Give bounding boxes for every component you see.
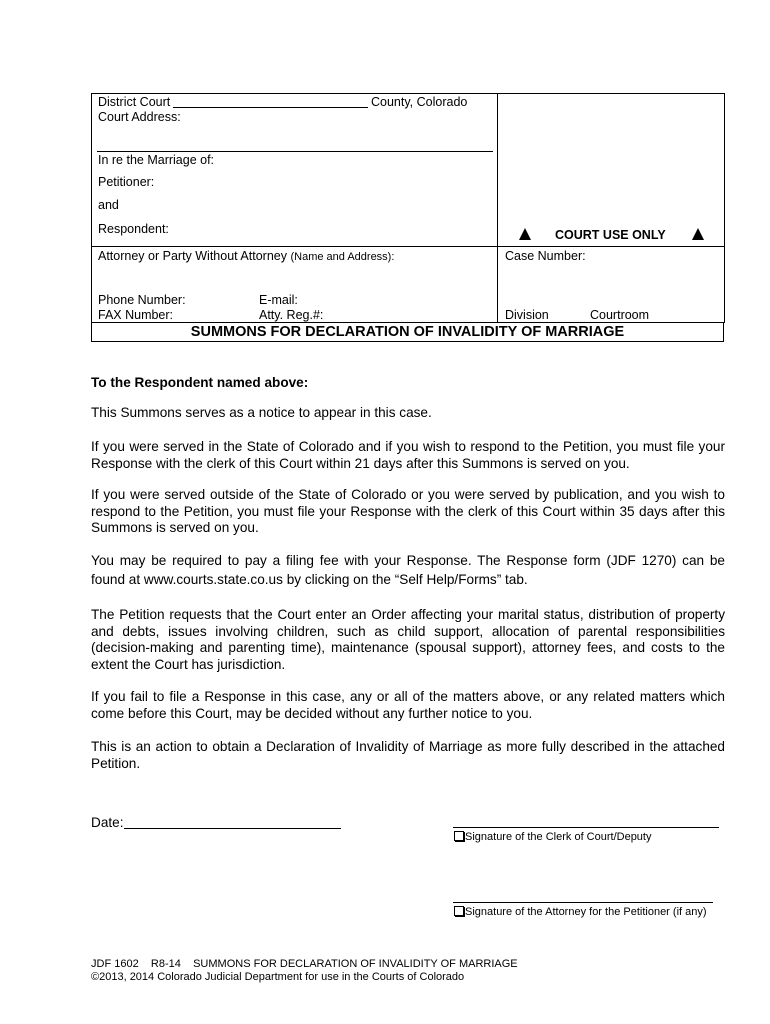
caption-row-divider [91, 246, 725, 247]
address-separator-line [97, 151, 493, 152]
paragraph-filing-fee-line1: You may be required to pay a filing fee with your Response. The Response form (JDF 1270) can be [91, 553, 725, 568]
fax-number-label: FAX Number: [98, 308, 174, 322]
email-label: E-mail: [259, 293, 298, 307]
clerk-signature-line [453, 827, 719, 828]
caption-box-right [724, 93, 725, 323]
court-address-label: Court Address: [98, 110, 181, 124]
courtroom-label: Courtroom [590, 308, 650, 322]
caption-box-top [91, 93, 725, 94]
attorney-signature-line [453, 902, 713, 903]
paragraph-notice: This Summons serves as a notice to appear in this case. [91, 405, 432, 420]
and-label: and [98, 198, 119, 212]
case-number-label: Case Number: [505, 249, 586, 263]
clerk-signature-text: Signature of the Clerk of Court/Deputy [465, 831, 652, 843]
county-blank-line [173, 107, 368, 108]
atty-reg-label: Atty. Reg.#: [259, 308, 324, 322]
date-label: Date: [91, 815, 124, 830]
district-court-label: District Court [98, 95, 171, 109]
court-use-only-label: COURT USE ONLY [555, 228, 666, 242]
footer-form-id: JDF 1602 R8-14 SUMMONS FOR DECLARATION OF INVALIDITY OF MARRIAGE [91, 958, 518, 970]
caption-box-left [91, 93, 92, 323]
clerk-checkbox-icon [454, 831, 464, 841]
attorney-label [98, 249, 394, 263]
caption-box-divider [497, 93, 498, 323]
attorney-signature-label [454, 906, 707, 918]
triangle-right-icon [692, 228, 704, 240]
petitioner-label: Petitioner: [98, 175, 155, 189]
in-re-marriage-label: In re the Marriage of: [98, 153, 215, 167]
paragraph-failure-to-respond: If you fail to file a Response in this case, any or all of the matters above, or any related matters which come before this Court, may be decided without any further notice to you. [91, 689, 725, 721]
attorney-checkbox-icon [454, 906, 464, 916]
paragraph-colorado-service: If you were served in the State of Colorado and if you wish to respond to the Petition, you must file your Response with the clerk of this Court within 21 days after this Summons is served on you. [91, 439, 725, 471]
form-title: SUMMONS FOR DECLARATION OF INVALIDITY OF MARRIAGE [91, 322, 724, 342]
division-label: Division [505, 308, 549, 322]
paragraph-outside-service: If you were served outside of the State of Colorado or you were served by publication, and you wish to respond to the Petition, you must file your Response with the clerk of this Court within 35 days after this Summons is served on you. [91, 487, 725, 536]
phone-number-label: Phone Number: [98, 293, 186, 307]
county-colorado-label: County, Colorado [371, 95, 468, 109]
clerk-signature-label [454, 831, 651, 843]
paragraph-action-description: This is an action to obtain a Declaration of Invalidity of Marriage as more fully described in the attached Petition. [91, 739, 725, 771]
date-blank-line [124, 828, 341, 829]
attorney-signature-text: Signature of the Attorney for the Petitioner (if any) [465, 906, 707, 918]
attorney-label-sub: (Name and Address): [290, 251, 395, 263]
paragraph-filing-fee-line2: found at www.courts.state.co.us by clicking on the “Self Help/Forms” tab. [91, 572, 528, 587]
attorney-label-main: Attorney or Party Without Attorney [98, 249, 287, 263]
respondent-heading: To the Respondent named above: [91, 375, 309, 390]
paragraph-petition-requests: The Petition requests that the Court enter an Order affecting your marital status, distribution of property and debts, issues involving children, such as child support, allocation of parental responsibilities (decision-making and parenting time), maintenance (spousal support), attorney fees, and costs to the extent the Court has jurisdiction. [91, 607, 725, 672]
respondent-label: Respondent: [98, 222, 169, 236]
footer-copyright: ©2013, 2014 Colorado Judicial Department for use in the Courts of Colorado [91, 971, 465, 983]
triangle-left-icon [519, 228, 531, 240]
